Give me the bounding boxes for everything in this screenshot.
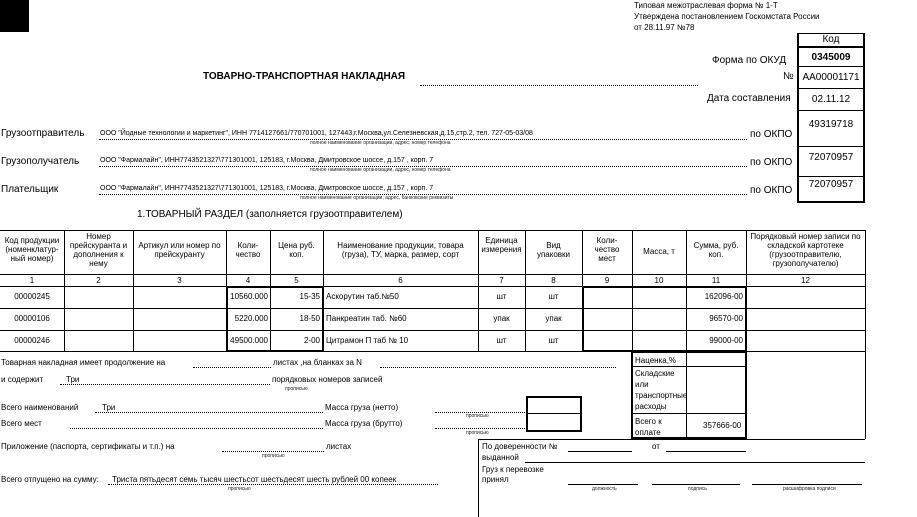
table-row-name: Панкреатин таб. №60: [326, 314, 407, 323]
table-row-code: 00000106: [14, 314, 50, 323]
written-hint: прописью: [262, 453, 285, 459]
col-header-qty: Коли-чество: [235, 241, 261, 259]
total-names-label: Всего наименований: [1, 403, 79, 412]
table-row-code: 00000245: [14, 292, 50, 301]
col-header-article: Артикул или номер по прейскуранту: [138, 241, 221, 259]
table-row-unit: шт: [496, 292, 507, 301]
table-row-sum: 99000-00: [709, 336, 743, 345]
payer-okpo: 72070957: [797, 176, 865, 203]
col-num: 8: [551, 276, 556, 285]
number-value: АА00001171: [797, 66, 865, 88]
col-num: 10: [654, 276, 664, 285]
col-num: 12: [801, 276, 810, 285]
sig-position: должность: [592, 486, 617, 492]
col-num: 1: [29, 276, 35, 285]
col-header-pack: Вид упаковки: [536, 241, 571, 259]
payer-label: Плательщик: [1, 184, 59, 195]
table-row-qty: 10560.000: [230, 292, 268, 301]
col-num: 7: [499, 276, 504, 285]
table-row-name: Цитрамон П таб № 10: [326, 336, 409, 345]
shipper-okpo: 49319718: [797, 110, 865, 146]
table-row-pack: шт: [548, 336, 559, 345]
shipper-hint: полное наименование организации, адрес, номер телефона: [310, 140, 451, 146]
written-hint: прописью: [228, 486, 251, 492]
attachment-sheets: листах: [326, 442, 352, 451]
mass-net-label: Масса груза (нетто): [325, 403, 399, 412]
table-row-price: 18-50: [299, 314, 320, 323]
code-header: Код: [797, 33, 865, 46]
col-header-name: Наименование продукции, товара (груза), ТУ, марка, размер, сорт: [337, 241, 464, 259]
attachment-label: Приложение (паспорта, сертификаты и т.п.) на: [1, 442, 175, 451]
contains-value: Три: [66, 375, 80, 384]
col-num: 3: [177, 276, 182, 285]
page-title: ТОВАРНО-ТРАНСПОРТНАЯ НАКЛАДНАЯ: [203, 71, 406, 82]
corner-block-icon: [0, 0, 29, 32]
table-row-unit: шт: [496, 336, 507, 345]
col-header-sum: Сумма, руб. коп.: [693, 241, 739, 259]
col-header-pricelist: Номер прейскуранта и дополнения к нему: [69, 232, 128, 268]
table-row-pack: шт: [548, 292, 559, 301]
written-hint: прописью: [466, 430, 489, 436]
consignee-value: ООО "Фармалайн", ИНН7743521327\771301001, 125183, г.Москва, Дмитровское шоссе, д.157 , корп. 7: [100, 157, 434, 164]
proxy-label: По доверенности №: [482, 442, 558, 451]
total-pay-value: 357666-00: [703, 421, 742, 430]
total-places-label: Всего мест: [1, 419, 42, 428]
col-header-places: Коли-чество мест: [594, 236, 620, 263]
written-hint: прописью: [466, 413, 489, 419]
total-names-value: Три: [102, 403, 116, 412]
from-label: от: [652, 442, 660, 451]
sig-decode: расшифровка подписи: [783, 486, 836, 492]
released-label: Всего отпущено на сумму:: [1, 475, 99, 484]
col-header-unit: Единица измерения: [481, 236, 522, 254]
col-num: 5: [294, 276, 299, 285]
table-row-pack: упак: [545, 314, 562, 323]
col-num: 11: [711, 276, 721, 285]
consignee-okpo: 72070957: [797, 146, 865, 176]
sheets-label: листах ,на бланках за N: [273, 358, 362, 367]
payer-okpo-label: по ОКПО: [750, 185, 793, 196]
okud-label: Форма по ОКУД: [712, 55, 787, 66]
table-row-price: 15-35: [299, 292, 320, 301]
markup-label: Наценка,%: [635, 356, 677, 365]
col-num: 4: [245, 276, 251, 285]
col-header-mass: Масса, т: [643, 247, 675, 256]
col-num: 2: [96, 276, 101, 285]
table-row-name: Аскорутин таб.№50: [326, 292, 399, 301]
table-row-qty: 49500.000: [230, 336, 268, 345]
col-header-price: Цена руб. коп.: [278, 241, 315, 259]
col-num: 9: [604, 276, 610, 285]
issued-label: выданной: [482, 453, 519, 462]
payer-value: ООО "Фармалайн", ИНН7743521327\771301001, 125183, г.Москва, Дмитровское шоссе, д.157 , корп. 7: [100, 185, 434, 192]
okud-value: 0345009: [797, 46, 865, 66]
contains-label: и содержит: [1, 375, 44, 384]
shipper-okpo-label: по ОКПО: [750, 129, 793, 140]
table-row-qty: 5220.000: [234, 314, 268, 323]
consignee-okpo-label: по ОКПО: [750, 157, 793, 168]
payer-hint: полное наименование организации, адрес, банковские реквизиты: [300, 195, 454, 201]
col-header-code: Код продукции (номенклатур-ный номер): [4, 236, 60, 263]
continuation-label: Товарная накладная имеет продолжение на: [1, 358, 166, 367]
written-hint: прописью: [285, 386, 308, 392]
total-pay-label: Всего к оплате: [635, 417, 662, 437]
col-num: 6: [398, 276, 403, 285]
date-value: 02.11.12: [797, 88, 865, 110]
shipper-value: ООО "Йодные технологии и маркетинг", ИНН 7714127661/770701001, 127443,г.Москва,ул.Селезневская,д.15,стр.2, тел. 727-05-03/08: [100, 130, 533, 137]
date-label: Дата составления: [707, 93, 791, 104]
mass-gross-label: Масса груза (брутто): [325, 419, 403, 428]
col-header-record: Порядковый номер записи по складской картотеке (грузоотправителю, грузополучателю): [750, 232, 861, 268]
table-row-sum: 96570-00: [709, 314, 743, 323]
section-title: 1.ТОВАРНЫЙ РАЗДЕЛ (заполняется грузоотправителем): [137, 209, 403, 220]
table-row-unit: упак: [493, 314, 510, 323]
released-value: Триста пятьдесят семь тысяч шестьсот шестьдесят шесть рублей 00 копеек: [112, 475, 397, 484]
records-label: порядковых номеров записей: [272, 375, 383, 384]
approved-text: Утверждена постановлением Госкомстата России: [634, 12, 820, 21]
table-row-sum: 162096-00: [704, 292, 743, 301]
table-row-price: 2-00: [303, 336, 320, 345]
shipper-label: Грузоотправитель: [1, 128, 85, 139]
sig-signature: подпись: [688, 486, 707, 492]
approved-date: от 28.11.97 №78: [634, 23, 695, 32]
table-row-code: 00000246: [14, 336, 50, 345]
cargo-label: Груз к перевозке принял: [482, 465, 544, 484]
form-type: Типовая межотраслевая форма № 1-Т: [634, 1, 778, 10]
warehouse-label: Складские или транспортные расходы: [635, 369, 688, 411]
number-label: №: [783, 71, 794, 82]
consignee-label: Грузополучатель: [1, 156, 80, 167]
consignee-hint: полное наименование организации, адрес, номер телефона: [310, 167, 451, 173]
